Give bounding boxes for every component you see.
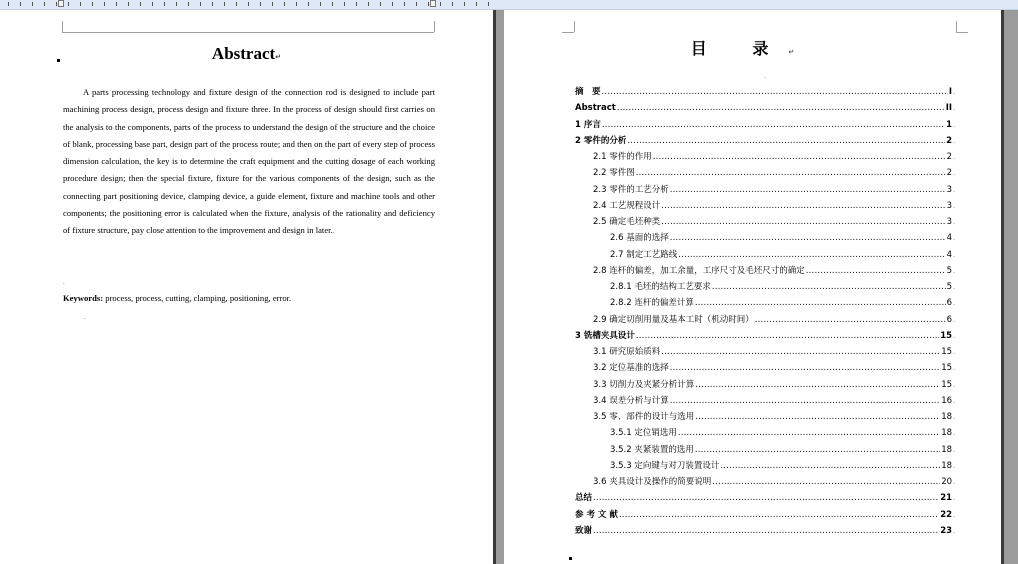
toc-entry[interactable] (575, 135, 955, 147)
ruler-tick (140, 2, 141, 6)
ruler-tick (368, 2, 369, 6)
ruler-tick (8, 2, 9, 6)
toc-entry-label: 2.4 工艺规程设计 (593, 200, 661, 211)
toc-entry[interactable] (593, 167, 955, 179)
toc-entry-label: 2.7 制定工艺路线 (610, 249, 678, 260)
paragraph-mark: . (953, 397, 955, 405)
toc-entry-label: 3.1 研究原始质料 (593, 347, 661, 357)
toc-entry-page: 23 (940, 525, 953, 536)
ruler-tick (344, 2, 345, 6)
toc-entry-page: 5 (946, 265, 953, 276)
toc-entry[interactable] (610, 460, 955, 472)
toc-entry-label: 2.8 连杆的偏差，加工余量，工序尺寸及毛坯尺寸的确定 (593, 265, 805, 276)
toc-title: 目 录↵ (690, 39, 815, 58)
left-margin-corner (62, 21, 63, 32)
ruler-tick (212, 2, 213, 6)
toc-entry-page: I (948, 87, 953, 97)
toc-entry[interactable] (610, 444, 955, 456)
ruler-tick (488, 2, 489, 6)
toc-entry-label: 摘 要 (575, 87, 601, 97)
toc-entry-page: 3 (946, 200, 953, 211)
toc-dot-leader (661, 346, 940, 358)
toc-page[interactable] (504, 10, 1001, 564)
toc-entry-label: 3.3 切削力及夹紧分析计算 (593, 379, 695, 390)
toc-entry[interactable] (593, 200, 955, 212)
toc-dot-leader (695, 444, 940, 456)
ruler-tick (224, 2, 225, 6)
toc-entry-page: 21 (940, 493, 953, 504)
ruler-tick (476, 2, 477, 6)
toc-dot-leader (661, 216, 945, 228)
paragraph-mark: . (953, 284, 955, 291)
toc-entry-page: 3 (946, 184, 953, 195)
toc-entry-page: 1 (946, 119, 953, 130)
toc-entry-page: II (945, 103, 953, 114)
toc-entry[interactable] (593, 411, 955, 423)
toc-dot-leader (670, 232, 946, 244)
toc-entry[interactable] (593, 395, 955, 407)
toc-entry[interactable] (575, 492, 955, 504)
paragraph-mark: . (953, 186, 955, 194)
toc-entry-label: 1 序言 (575, 119, 601, 130)
toc-entry[interactable] (575, 102, 955, 114)
abstract-title: Abstract↵ (211, 44, 282, 63)
toc-entry-page: 18 (941, 412, 953, 422)
toc-entry-page: 18 (941, 428, 953, 439)
toc-entry[interactable] (575, 119, 955, 131)
ruler-tick (56, 2, 57, 6)
paragraph-mark: . (953, 495, 955, 503)
ruler-tick (452, 2, 453, 6)
keywords-line (63, 293, 435, 303)
paragraph-mark: . (953, 446, 955, 454)
toc-entry[interactable] (610, 232, 955, 244)
ruler-tick (200, 2, 201, 6)
ruler-tick (380, 2, 381, 6)
toc-entry[interactable] (575, 509, 955, 521)
toc-dot-leader (755, 314, 946, 326)
toc-entry[interactable] (593, 184, 955, 196)
ruler-tick (428, 2, 429, 6)
page-gutter (493, 10, 504, 564)
toc-entry-label: 3.5 零、部件的设计与选用 (593, 412, 695, 422)
ruler-tick (440, 2, 441, 6)
toc-dot-leader (619, 509, 939, 521)
toc-dot-leader (661, 200, 945, 212)
paragraph-mark: . (953, 267, 955, 275)
toc-dot-leader (695, 297, 946, 309)
toc-entry-label: 3.6 夹具设计及操作的简要说明 (593, 477, 712, 487)
ruler-tick (464, 2, 465, 6)
toc-entry-page: 5 (946, 282, 953, 292)
toc-entry-page: 18 (941, 460, 953, 471)
left-margin-corner (574, 21, 575, 32)
toc-entry[interactable] (593, 265, 955, 277)
toc-entry-page: 15 (941, 347, 953, 357)
toc-entry-page: 2 (946, 135, 953, 146)
toc-dot-leader (627, 135, 945, 147)
ruler-tick (236, 2, 237, 6)
paragraph-mark: . (953, 121, 955, 129)
ruler-tick (92, 2, 93, 6)
right-margin-corner (956, 21, 957, 32)
toc-entry[interactable] (593, 314, 955, 326)
ruler-tick (272, 2, 273, 6)
ruler-tick (44, 2, 45, 6)
paragraph-mark: . (953, 414, 955, 421)
toc-entry[interactable] (593, 216, 955, 228)
toc-entry[interactable] (610, 249, 955, 261)
toc-dot-leader (712, 281, 946, 293)
toc-entry-label: 致谢 (575, 525, 593, 536)
toc-dot-leader (602, 86, 948, 98)
toc-entry-page: 4 (946, 249, 953, 260)
toc-dot-leader (602, 119, 945, 131)
toc-entry-label: 参 考 文 献 (575, 509, 618, 520)
ruler-tick (296, 2, 297, 6)
toc-entry[interactable] (575, 86, 955, 98)
toc-entry-page: 15 (941, 363, 953, 374)
ruler-tick (104, 2, 105, 6)
toc-entry[interactable] (593, 379, 955, 391)
toc-dot-leader (695, 379, 940, 391)
paragraph-mark: . (953, 349, 955, 356)
toc-entry-page: 4 (946, 233, 953, 244)
ruler-tick (248, 2, 249, 6)
toc-entry-page: 20 (941, 477, 953, 487)
toc-entry-label: Abstract (575, 103, 616, 114)
paragraph-mark: . (953, 430, 955, 438)
paragraph-mark: . (953, 479, 955, 486)
ruler-tick (20, 2, 21, 6)
ruler-tick (80, 2, 81, 6)
toc-entry-label: 2.8.1 毛坯的结构工艺要求 (610, 282, 711, 292)
toc-entry-page: 2 (946, 168, 953, 179)
toc-entry-label: 2.8.2 连杆的偏差计算 (610, 298, 694, 309)
toc-entry[interactable] (593, 362, 955, 374)
ruler-tick (308, 2, 309, 6)
ruler-tick (404, 2, 405, 6)
right-gutter (1001, 10, 1018, 564)
header-margin-line (562, 32, 574, 33)
ruler-tick (152, 2, 153, 6)
toc-entry-label: 2 零件的分析 (575, 135, 627, 146)
paragraph-mark: . (953, 511, 955, 519)
toc-entry-label: 2.2 零件图 (593, 168, 635, 179)
toc-entry-label: 3.5.1 定位销选用 (610, 428, 677, 439)
paragraph-mark: . (953, 235, 955, 243)
paragraph-mark: . (953, 527, 955, 535)
paragraph-mark: . (953, 381, 955, 389)
ruler-tick (164, 2, 165, 6)
horizontal-ruler[interactable] (0, 0, 1018, 10)
toc-dot-leader (678, 249, 945, 261)
toc-entry-page: 6 (946, 314, 953, 325)
ruler-tick (320, 2, 321, 6)
toc-dot-leader (720, 460, 940, 472)
toc-dot-leader (593, 525, 939, 537)
ruler-tick (32, 2, 33, 6)
toc-entry-label: 3.5.3 定向键与对刀装置设计 (610, 460, 720, 471)
ruler-tick (416, 2, 417, 6)
paragraph-mark: . (953, 170, 955, 178)
toc-dot-leader (678, 427, 940, 439)
paragraph-mark: . (953, 300, 955, 308)
left-indent-marker[interactable] (58, 0, 64, 7)
toc-dot-leader (712, 476, 940, 488)
toc-dot-leader (670, 184, 946, 196)
toc-entry-page: 22 (940, 509, 953, 520)
paragraph-mark: . (953, 202, 955, 210)
toc-dot-leader (806, 265, 946, 277)
toc-entry-page: 6 (946, 298, 953, 309)
toc-entry-page: 16 (941, 395, 953, 406)
paragraph-mark: . (764, 72, 766, 80)
toc-entry-label: 3.5.2 夹紧装置的选用 (610, 444, 694, 455)
toc-entry[interactable] (575, 330, 955, 342)
toc-entry-label: 2.1 零件的作用 (593, 152, 652, 162)
toc-entry-label: 2.6 基面的选择 (610, 233, 669, 244)
paragraph-mark: . (953, 105, 955, 113)
header-margin-line-right (956, 32, 968, 33)
paragraph-mark: . (953, 462, 955, 470)
toc-dot-leader (670, 395, 941, 407)
right-margin-corner (434, 21, 435, 32)
toc-dot-leader (617, 102, 945, 114)
toc-entry-label: 3 铣槽夹具设计 (575, 330, 635, 341)
header-margin-line (62, 32, 434, 33)
paragraph-mark: . (953, 219, 955, 226)
ruler-tick (188, 2, 189, 6)
toc-entry[interactable] (575, 525, 955, 537)
paragraph-mark: . (84, 313, 86, 321)
toc-entry-page: 2 (946, 152, 953, 162)
paragraph-mark: . (953, 332, 955, 340)
toc-entry-page: 3 (946, 217, 953, 227)
paragraph-mark: . (953, 316, 955, 324)
paragraph-mark: . (63, 278, 65, 286)
keywords-text: process, process, cutting, clamping, positioning, error. (105, 293, 292, 303)
paragraph-mark: . (953, 365, 955, 373)
toc-dot-leader (636, 167, 946, 179)
ruler-tick (284, 2, 285, 6)
ruler-tick (332, 2, 333, 6)
abstract-page[interactable] (0, 10, 493, 564)
paragraph-mark: . (953, 154, 955, 161)
ruler-tick (116, 2, 117, 6)
toc-entry-label: 3.4 误差分析与计算 (593, 395, 669, 406)
paragraph-mark: . (953, 137, 955, 145)
toc-entry[interactable] (610, 297, 955, 309)
toc-entry-label: 3.2 定位基准的选择 (593, 363, 669, 374)
toc-entry[interactable] (610, 427, 955, 439)
toc-entry-page: 15 (940, 330, 953, 341)
ruler-tick (392, 2, 393, 6)
toc-entry[interactable] (593, 476, 955, 488)
toc-entry[interactable] (593, 346, 955, 358)
toc-entry-page: 18 (941, 444, 953, 455)
toc-entry-label: 2.9 确定切削用量及基本工时（机动时间） (593, 314, 754, 325)
toc-entry-label: 2.5 确定毛坯种类 (593, 217, 661, 227)
ruler-tick (68, 2, 69, 6)
toc-entry-label: 总结 (575, 493, 593, 504)
ruler-tick (128, 2, 129, 6)
toc-dot-leader (653, 151, 946, 163)
ruler-tick (260, 2, 261, 6)
abstract-body: A parts processing technology and fixture design of the connection rod is designed to include part machining process design, process design and fixture three. In the process of design should first carries on the analysis to the components, parts of the process to understand the design of the structure and the choice of blank, processing base part, design part of the process route; and then on the part of every step of process dimension calculation, the key is to determine the craft equipment and the cutting dosage of each working procedure design; then the special fixture, fixture for the various components of the design, such as the connecting part positioning device, clamping device, a guide element, fixture and machine tools and other components; the positioning error is calculated when the fixture, analysis of the rationality and deficiency of fixture structure, pay close attention to the improvement and design in later.. (63, 87, 435, 236)
right-indent-marker[interactable] (430, 0, 436, 7)
paragraph-mark: . (953, 251, 955, 259)
keywords-label: Keywords: (63, 293, 104, 303)
ruler-tick (356, 2, 357, 6)
toc-entry-label: 2.3 零件的工艺分析 (593, 184, 669, 195)
paragraph-bullet (569, 557, 572, 560)
toc-dot-leader (670, 362, 941, 374)
toc-entry-page: 15 (941, 379, 953, 390)
toc-entry[interactable] (610, 281, 955, 293)
toc-dot-leader (695, 411, 940, 423)
toc-dot-leader (593, 492, 939, 504)
paragraph-mark: . (953, 89, 955, 96)
ruler-tick (176, 2, 177, 6)
toc-entry[interactable] (593, 151, 955, 163)
toc-dot-leader (636, 330, 939, 342)
